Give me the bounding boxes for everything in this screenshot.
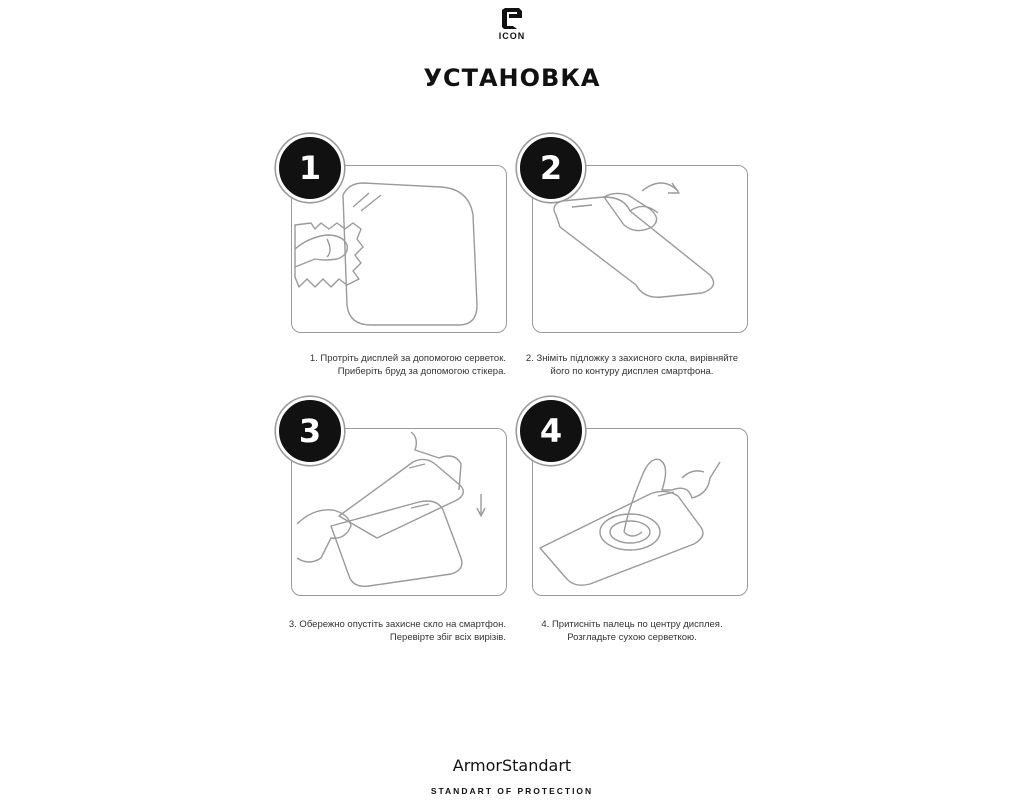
step-3-caption-line2: Перевірте збіг всіх вирізів. [389, 632, 506, 643]
step-1-badge: 1 [276, 134, 344, 202]
footer-brand: ArmorStandart [452, 756, 572, 775]
footer-tagline: STANDART OF PROTECTION [430, 786, 594, 796]
step-4-caption-line2: Розгладьте сухою серветкою. [567, 632, 697, 643]
step-1-caption-line1: 1. Протріть дисплей за допомогою серветок. [309, 353, 506, 364]
step-2-caption-line1: 2. Зніміть підложку з захисного скла, вирівняйте [525, 353, 739, 364]
step-1-caption-line2: Приберіть бруд за допомогою стікера. [337, 366, 506, 377]
page-title: УСТАНОВКА [423, 64, 601, 92]
step-2-caption [512, 352, 752, 378]
step-1-caption [266, 352, 506, 378]
step-3-caption-line1: 3. Обережно опустіть захисне скло на смартфон. [288, 619, 506, 630]
logo-text: ICON [498, 31, 526, 41]
step-3-badge: 3 [276, 397, 344, 465]
step-4-caption-line1: 4. Притисніть палець по центру дисплея. [541, 619, 723, 630]
brand-logo [488, 6, 536, 41]
armor-icon-logo [499, 6, 525, 30]
step-4-badge: 4 [517, 397, 585, 465]
step-3-caption [266, 618, 506, 644]
step-2-badge: 2 [517, 134, 585, 202]
step-4-caption [512, 618, 752, 644]
step-2-caption-line2: його по контуру дисплея смартфона. [550, 366, 714, 377]
